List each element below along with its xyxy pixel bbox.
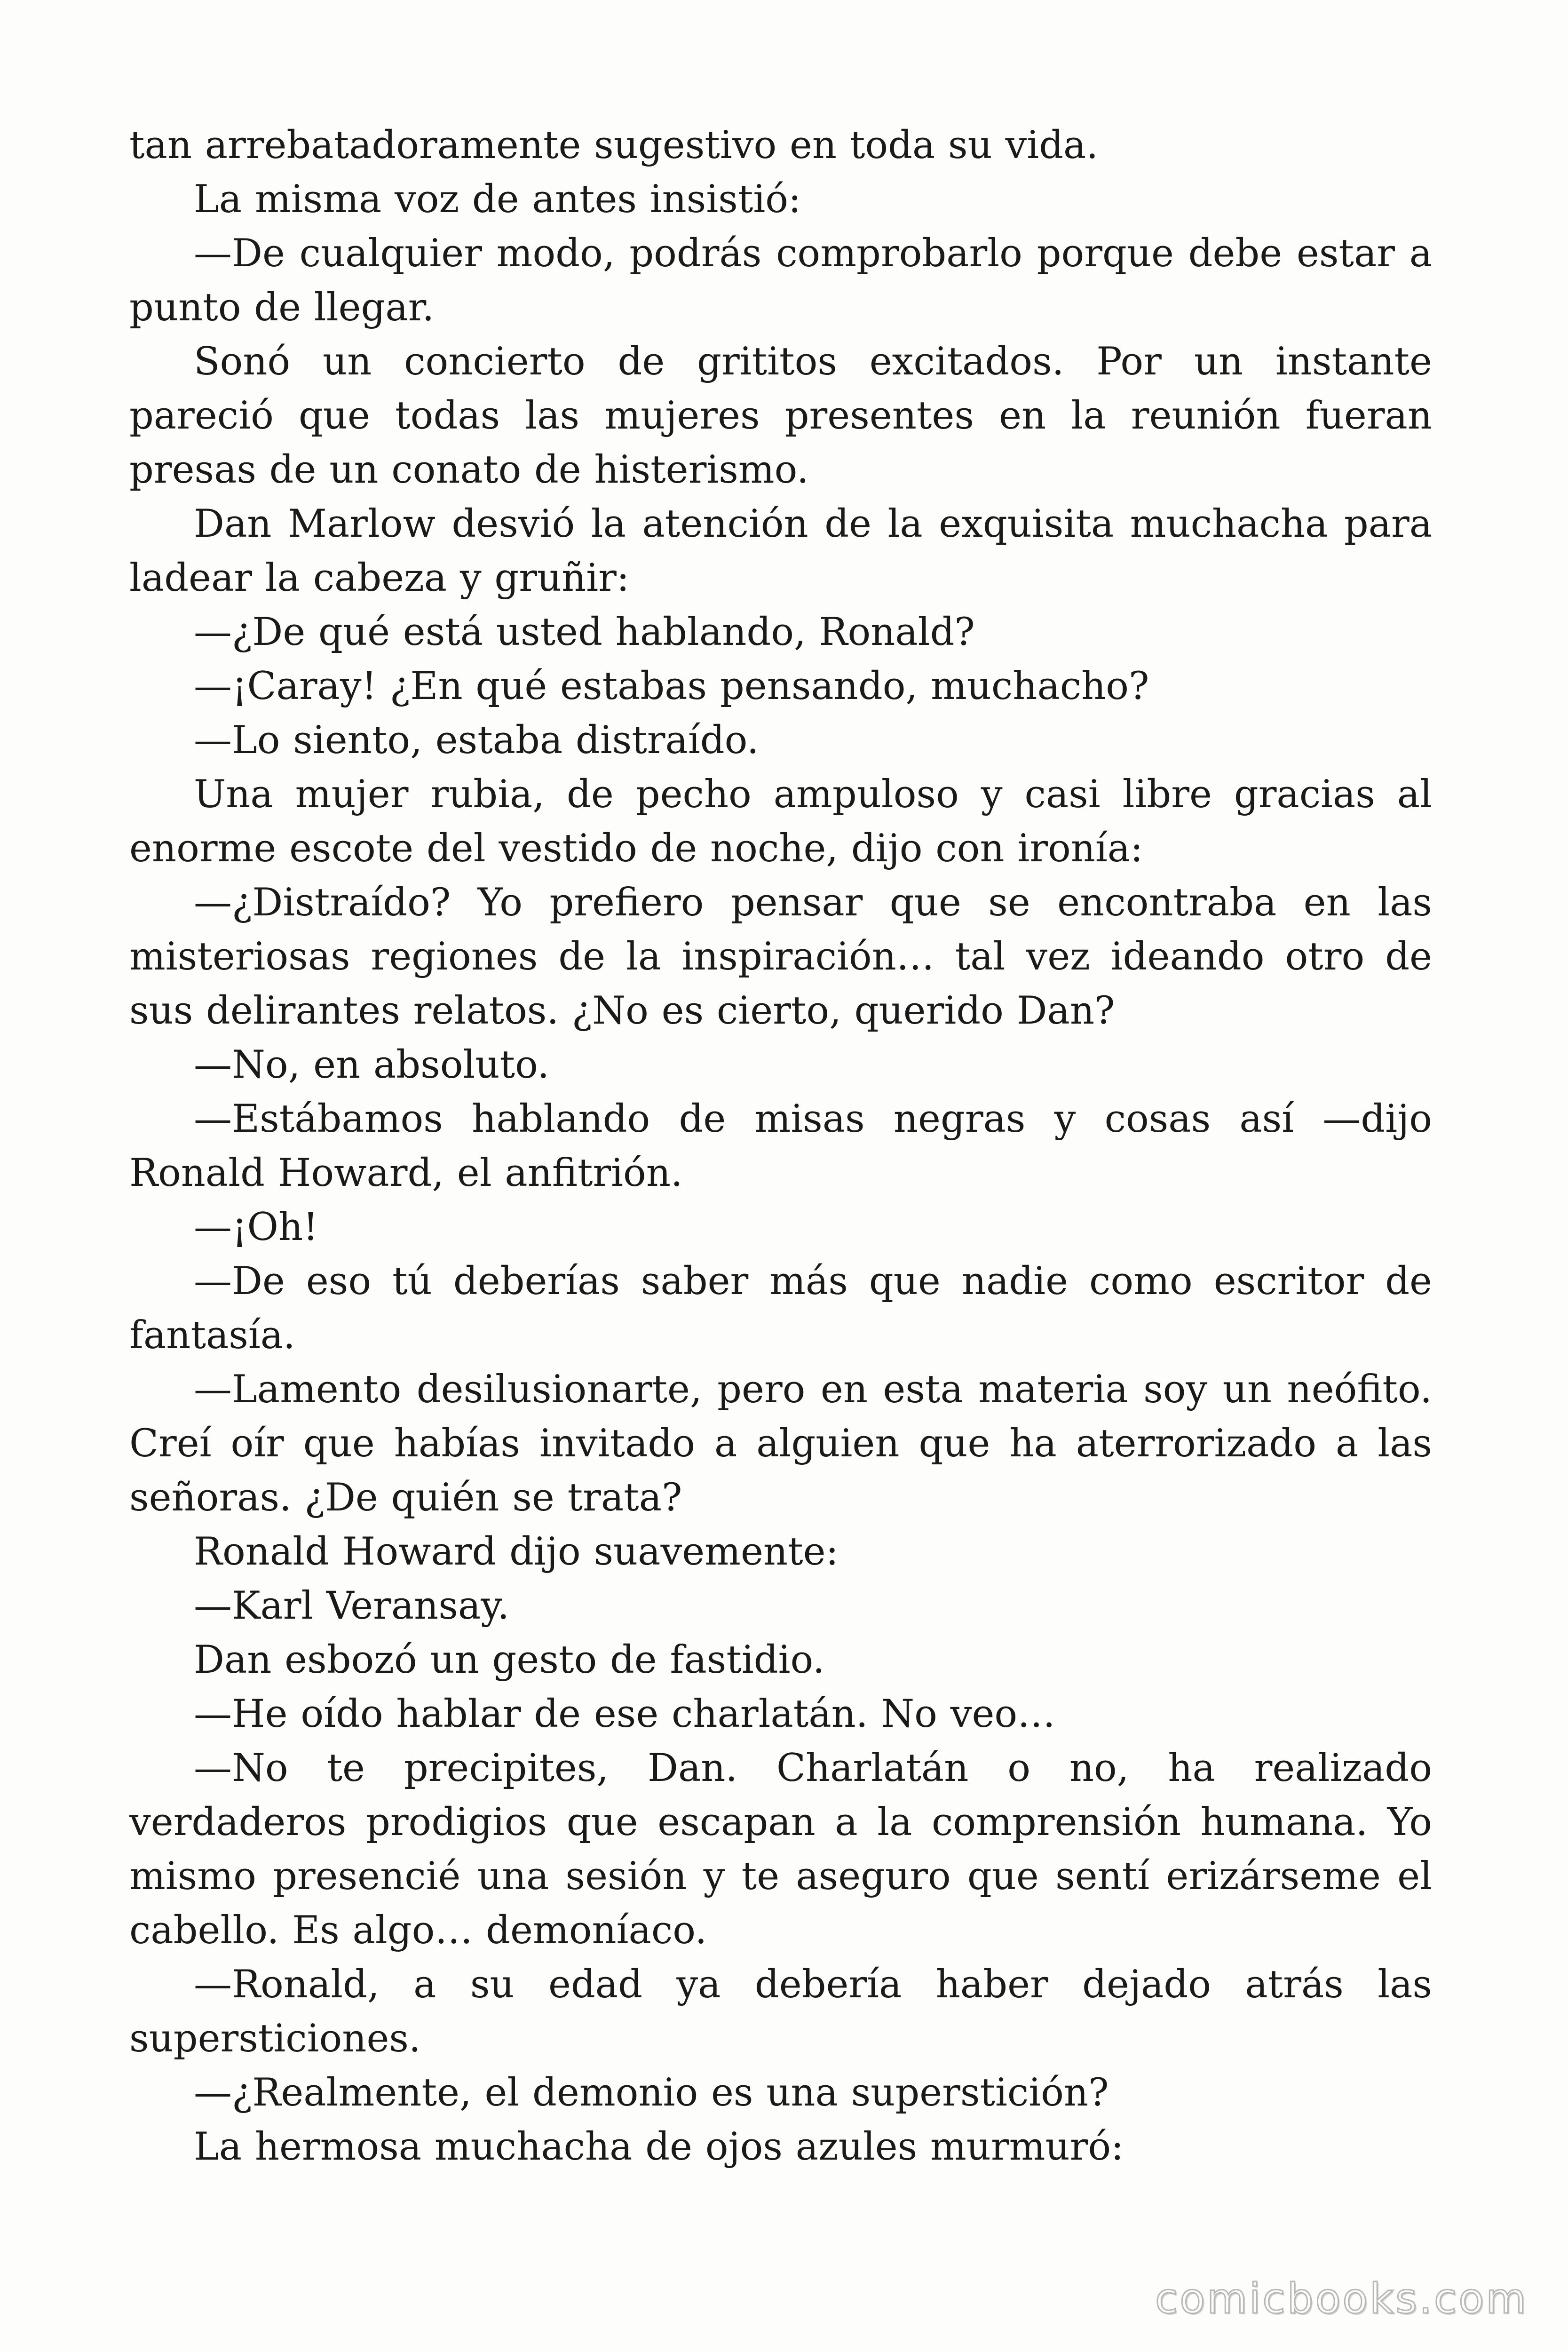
paragraph: —De eso tú deberías saber más que nadie como escritor de fantasía. <box>129 1259 1432 1358</box>
paragraph: Una mujer rubia, de pecho ampuloso y casi libre gracias al enorme escote del vestido de noche, dijo con ironía: <box>129 772 1432 871</box>
paragraph: —¿Distraído? Yo prefiero pensar que se encontraba en las misteriosas regiones de la inspiración… tal vez ideando otro de sus delirantes relatos. ¿No es cierto, querido Dan? <box>129 881 1432 1033</box>
paragraph: Dan esbozó un gesto de fastidio. <box>194 1638 825 1682</box>
paragraph: —De cualquier modo, podrás comprobarlo porque debe estar a punto de llegar. <box>129 231 1432 330</box>
paragraph: —Karl Veransay. <box>194 1584 509 1628</box>
paragraph: —No, en absoluto. <box>194 1043 550 1087</box>
paragraph: —Lo siento, estaba distraído. <box>194 718 759 763</box>
paragraph: Ronald Howard dijo suavemente: <box>194 1530 839 1574</box>
paragraph: —¿Realmente, el demonio es una superstición? <box>194 2071 1109 2115</box>
paragraph: —Estábamos hablando de misas negras y cosas así —dijo Ronald Howard, el anfitrión. <box>129 1097 1432 1195</box>
paragraph: La misma voz de antes insistió: <box>194 177 801 222</box>
paragraph: La hermosa muchacha de ojos azules murmuró: <box>194 2125 1124 2169</box>
page-body <box>129 119 1432 2174</box>
watermark: comicbooks.com <box>1155 2274 1528 2323</box>
paragraph: —¡Caray! ¿En qué estabas pensando, muchacho? <box>194 664 1149 708</box>
paragraph: —Lamento desilusionarte, pero en esta materia soy un neófito. Creí oír que habías invitado a alguien que ha aterrorizado a las señoras. ¿De quién se trata? <box>129 1367 1432 1520</box>
paragraph: Dan Marlow desvió la atención de la exquisita muchacha para ladear la cabeza y gruñir: <box>129 502 1432 600</box>
paragraph: —Ronald, a su edad ya debería haber dejado atrás las supersticiones. <box>129 1963 1432 2061</box>
paragraph: —No te precipites, Dan. Charlatán o no, ha realizado verdaderos prodigios que escapan a la comprensión humana. Yo mismo presencié una sesión y te aseguro que sentí erizárseme el cabello. Es algo… demoníaco. <box>129 1746 1432 1953</box>
paragraph: —He oído hablar de ese charlatán. No veo… <box>194 1692 1056 1736</box>
paragraph: —¿De qué está usted hablando, Ronald? <box>194 610 975 654</box>
paragraph: tan arrebatadoramente sugestivo en toda su vida. <box>129 123 1099 167</box>
paragraph: —¡Oh! <box>194 1205 318 1249</box>
paragraph: Sonó un concierto de grititos excitados. Por un instante pareció que todas las mujeres presentes en la reunión fueran presas de un conato de histerismo. <box>129 340 1432 492</box>
